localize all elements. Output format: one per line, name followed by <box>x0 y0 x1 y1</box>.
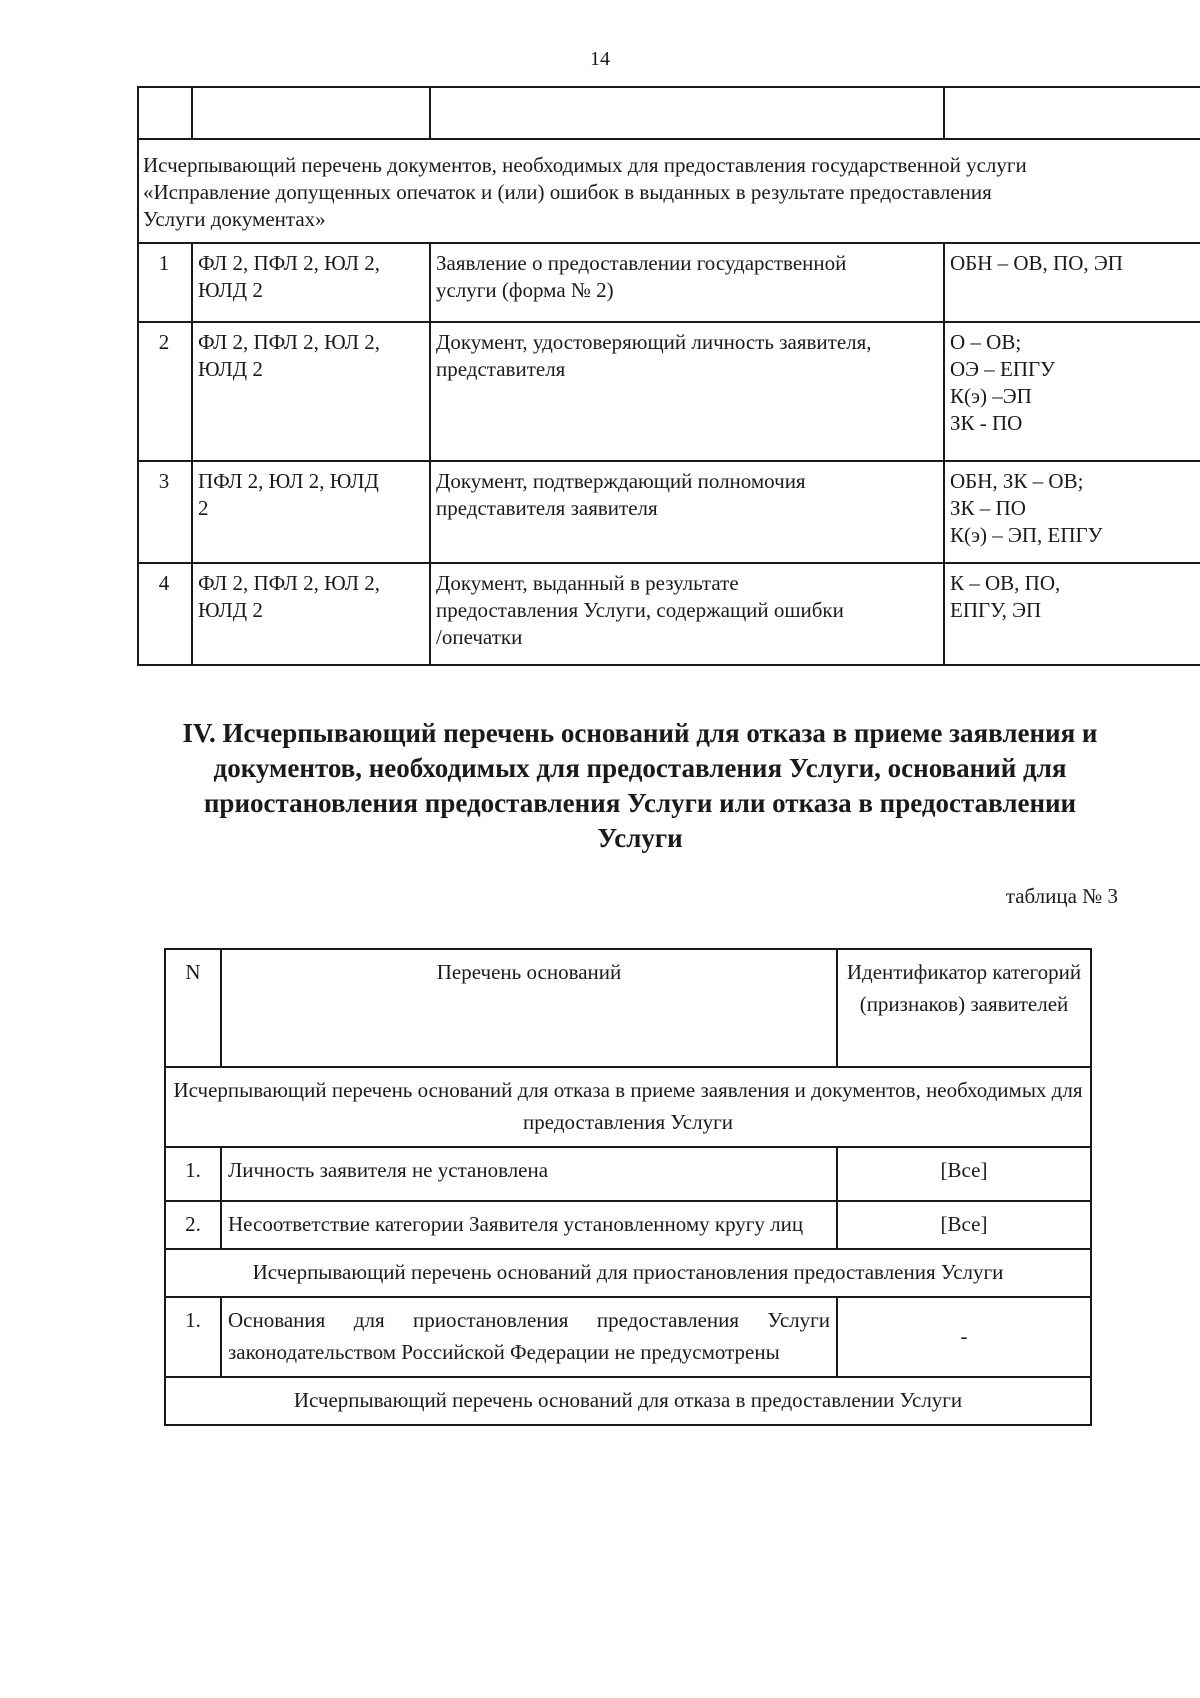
header-number: N <box>165 949 221 1067</box>
document-name: Заявление о предоставлении государственной услуги (форма № 2) <box>436 251 847 302</box>
group-title-service-refusal: Исчерпывающий перечень оснований для отказа в предоставлении Услуги <box>165 1377 1091 1425</box>
group-title-acceptance-refusal: Исчерпывающий перечень оснований для отказа в приеме заявления и документов, необходимых для предоставления Услуги <box>165 1067 1091 1147</box>
applicant-identifier: [Все] <box>837 1201 1091 1249</box>
applicant-categories: ПФЛ 2, ЮЛ 2, ЮЛД 2 <box>198 469 379 520</box>
submission-forms: О – ОВ; ОЭ – ЕПГУ К(э) –ЭП ЗК - ПО <box>950 330 1056 435</box>
refusal-grounds-table <box>164 948 1092 1426</box>
row-number: 1 <box>158 251 170 275</box>
applicant-categories: ФЛ 2, ПФЛ 2, ЮЛ 2, ЮЛД 2 <box>198 251 380 302</box>
applicant-identifier: [Все] <box>837 1147 1091 1201</box>
header-reasons: Перечень оснований <box>221 949 837 1067</box>
reason-text: Личность заявителя не установлена <box>221 1147 837 1201</box>
document-name: Документ, подтверждающий полномочия представителя заявителя <box>436 469 806 520</box>
group-title-suspension: Исчерпывающий перечень оснований для приостановления предоставления Услуги <box>165 1249 1091 1297</box>
group-row <box>165 1249 1091 1297</box>
table-reference: таблица № 3 <box>1005 884 1118 908</box>
group-row <box>165 1377 1091 1425</box>
applicant-categories: ФЛ 2, ПФЛ 2, ЮЛ 2, ЮЛД 2 <box>198 571 380 622</box>
documents-table <box>137 86 1200 666</box>
section-heading: IV. Исчерпывающий перечень оснований для отказа в приеме заявления и документов, необходимых для предоставления Услуги, оснований для приостановления предоставления Услуги или отказа в предоставлении Услуги <box>182 718 1098 853</box>
submission-forms: ОБН – ОВ, ПО, ЭП <box>950 251 1123 275</box>
table-row <box>165 1147 1091 1201</box>
row-number: 2. <box>165 1201 221 1249</box>
row-number: 1. <box>165 1147 221 1201</box>
page-number: 14 <box>590 48 610 70</box>
table-row <box>165 1297 1091 1377</box>
row-number: 3 <box>158 469 170 493</box>
table-row <box>165 1201 1091 1249</box>
documents-section-title: Исчерпывающий перечень документов, необходимых для предоставления государственной услуги «Исправление допущенных опечаток и (или) ошибок в выданных в результате предоставления Услуги документах» <box>143 153 1027 231</box>
table-header-row <box>165 949 1091 1067</box>
reason-text: Основания для приостановления предоставления Услуги законодательством Российской Федерации не предусмотрены <box>221 1297 837 1377</box>
group-row <box>165 1067 1091 1147</box>
applicant-identifier: - <box>837 1297 1091 1377</box>
reason-text: Несоответствие категории Заявителя установленному кругу лиц <box>221 1201 837 1249</box>
header-identifier: Идентификатор категорий (признаков) заявителей <box>837 949 1091 1067</box>
document-name: Документ, выданный в результате предоставления Услуги, содержащий ошибки /опечатки <box>436 571 844 649</box>
submission-forms: К – ОВ, ПО, ЕПГУ, ЭП <box>950 571 1061 622</box>
document-name: Документ, удостоверяющий личность заявителя, представителя <box>436 330 872 381</box>
row-number: 4 <box>158 571 170 595</box>
row-number: 2 <box>158 330 170 354</box>
applicant-categories: ФЛ 2, ПФЛ 2, ЮЛ 2, ЮЛД 2 <box>198 330 380 381</box>
submission-forms: ОБН, ЗК – ОВ; ЗК – ПО К(э) – ЭП, ЕПГУ <box>950 469 1103 547</box>
row-number: 1. <box>165 1297 221 1377</box>
